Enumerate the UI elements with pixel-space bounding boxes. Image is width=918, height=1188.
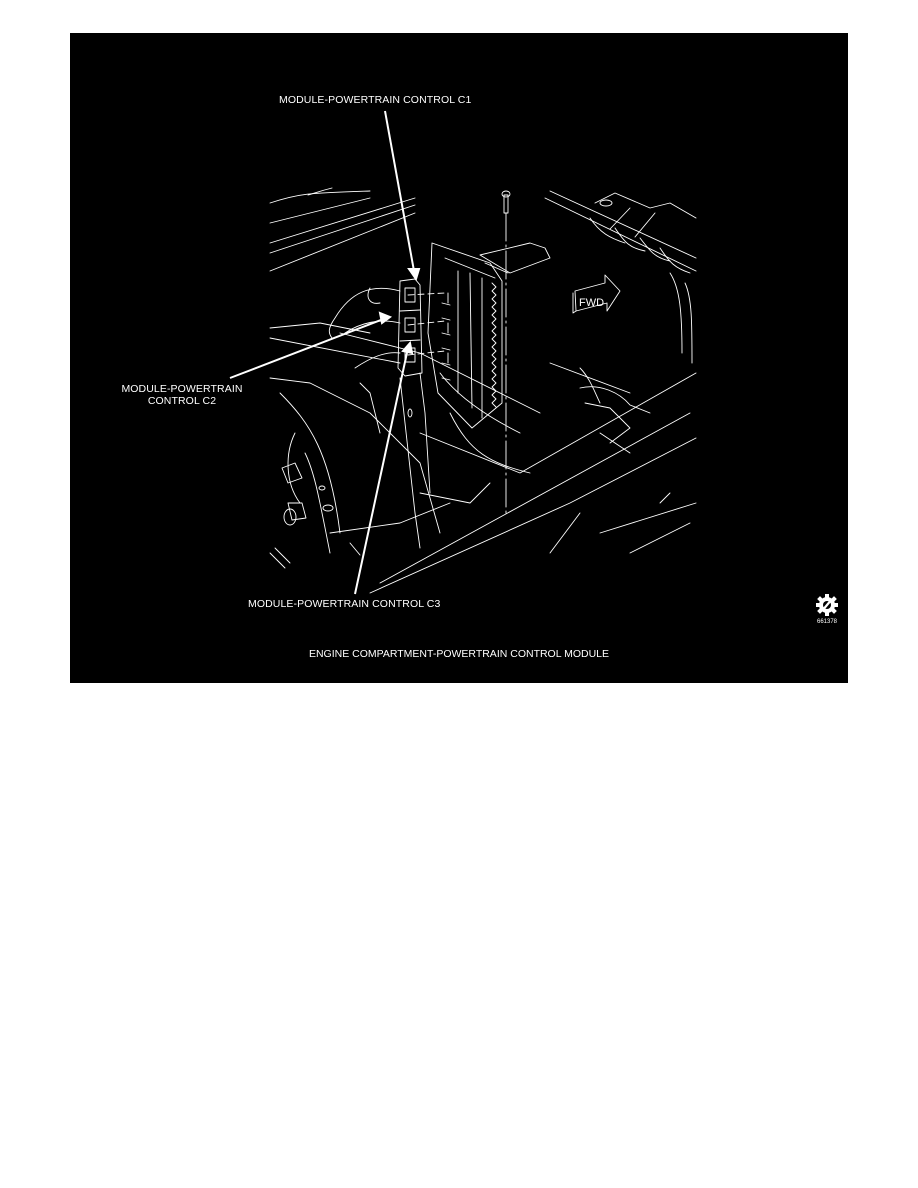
callout-c1-label: MODULE-POWERTRAIN CONTROL C1: [279, 94, 472, 106]
callout-c2-line1: MODULE-POWERTRAIN: [121, 383, 243, 395]
fwd-label: FWD: [579, 297, 605, 309]
figure-panel: [70, 33, 848, 683]
figure-caption: ENGINE COMPARTMENT-POWERTRAIN CONTROL MODULE: [308, 648, 610, 660]
gear-slash-logo-icon: [812, 593, 842, 617]
callout-c2-line2: CONTROL C2: [147, 395, 217, 407]
engine-compartment-drawing: [70, 33, 848, 683]
callout-c3-label: MODULE-POWERTRAIN CONTROL C3: [248, 598, 441, 610]
callout-c2-label: [116, 383, 248, 407]
figure-number: 661378: [816, 619, 838, 625]
